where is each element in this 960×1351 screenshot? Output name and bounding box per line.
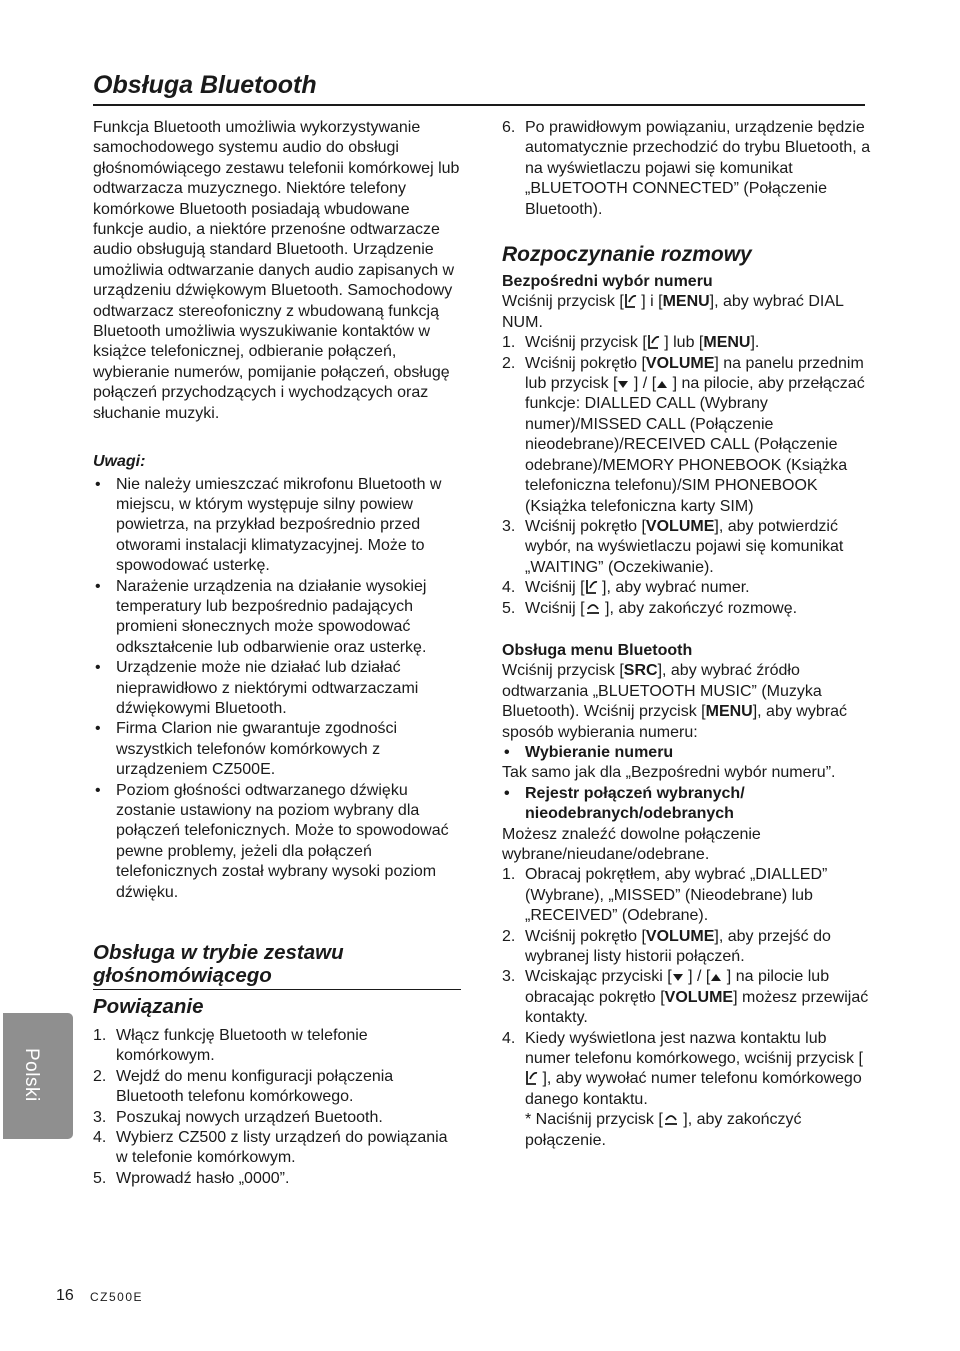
notes-heading: Uwagi: [93, 453, 146, 471]
call-step: 1. Wciśnij przycisk [ ] lub [MENU]. [502, 334, 760, 352]
pairing-heading: Powiązanie [93, 995, 204, 1019]
log-step: 2. Wciśnij pokrętło [VOLUME], aby przejść do wybranej listy historii połączeń. [502, 927, 831, 966]
handsfree-heading: Obsługa w trybie zestawu głośnomówiącego [93, 941, 461, 990]
step-text: Włącz funkcję Bluetooth w telefonie komórkowym. [116, 1027, 368, 1065]
dialing-bullet: • Wybieranie numeru [502, 743, 872, 763]
left-column [93, 118, 461, 1189]
triangle-down-icon [672, 968, 684, 985]
right-column [502, 118, 872, 1151]
menu-heading: Obsługa menu Bluetooth [502, 641, 693, 659]
note-item: • Firma Clarion nie gwarantuje zgodności wszystkich telefonów komórkowych z urządzeniem CZ500E. [93, 719, 461, 780]
phone-call-icon [647, 334, 660, 351]
end-call-note: * Naciśnij przycisk [ ], aby zakończyć połączenie. [525, 1111, 802, 1149]
triangle-down-icon [617, 375, 629, 392]
step-number: 3. [93, 1108, 107, 1126]
step-number: 2. [93, 1067, 107, 1085]
dialing-bullet-list [502, 743, 872, 763]
step-text: Poszukaj nowych urządzeń Buetooth. [116, 1108, 383, 1126]
language-label: Polski [21, 1048, 42, 1102]
log-bullet-list [502, 784, 872, 825]
step-number: 1. [93, 1027, 107, 1045]
note-item: • Narażenie urządzenia na działanie wysokiej temperatury lub bezpośrednio padających promieni słonecznych może spowodować odkształcenie lub odbarwienie oraz usterkę. [93, 577, 461, 659]
log-step: 4. Kiedy wyświetlona jest nazwa kontaktu lub numer telefonu komórkowego, wciśnij przycisk [ ], aby wywołać numer telefonu komórkowego danego kontaktu. [502, 1029, 863, 1108]
step-number: 6. [502, 119, 516, 136]
log-step: 3. Wciskając przyciski [ ] / [ ] na pilocie lub obracając pokrętło [VOLUME] możesz przewijać kontakty. [502, 968, 869, 1027]
call-step: 5. Wciśnij [ ], aby zakończyć rozmowę. [502, 599, 798, 617]
step-number: 5. [93, 1169, 107, 1187]
phone-end-icon [663, 1111, 679, 1128]
pairing-step [93, 1128, 461, 1169]
pairing-step [502, 118, 872, 220]
intro-paragraph: Funkcja Bluetooth umożliwia wykorzystywanie samochodowego systemu audio do obsługi głośnomówiącego zestawu telefonii komórkowej lub odtwarzacza muzycznego. Niektóre telefony komórkowe Bluetooth posiadają wbudowane funkcje audio, a niektóre przenośne odtwarzacze audio obsługują standard Bluetooth. Urządzenie umożliwia odtwarzanie danych audio zapisanych w urządzeniu dźwiękowym Bluetooth. Samochodowy odtwarzacz stereofoniczny z wbudowaną funkcją Bluetooth umożliwia wyszukiwanie kontaktów w książce telefonicznej, odbieranie połączeń, wybieranie numerów, pomijanie połączeń, obsługę połączeń przychodzących i wychodzących oraz słuchanie muzyki. [93, 119, 460, 422]
page-title: Obsługa Bluetooth [93, 70, 865, 106]
phone-call-icon [585, 579, 598, 596]
pairing-step [93, 1026, 461, 1067]
step-text: Wybierz CZ500 z listy urządzeń do powiązania w telefonie komórkowym. [116, 1129, 448, 1167]
dialing-text: Tak samo jak dla „Bezpośredni wybór numeru”. [502, 764, 836, 782]
step-text: Wprowadź hasło „0000”. [116, 1169, 290, 1187]
log-bullet: • Rejestr połączeń wybranych/ nieodebranych/odebranych [502, 784, 872, 825]
direct-dial-heading: Bezpośredni wybór numeru [502, 273, 713, 291]
note-item: • Urządzenie może nie działać lub działać nieprawidłowo z niektórymi odtwarzaczami dźwiękowymi Bluetooth. [93, 658, 461, 719]
phone-call-icon [624, 293, 637, 310]
step-text: Wejdź do menu konfiguracji połączenia Bluetooth telefonu komórkowego. [116, 1067, 394, 1106]
call-steps [502, 333, 872, 619]
pairing-step [93, 1108, 461, 1128]
pairing-steps-cont [502, 118, 872, 220]
step-text: Po prawidłowym powiązaniu, urządzenie będzie automatycznie przechodzić do trybu Bluetooth, a na wyświetlaczu pojawi się komunikat „BLUETOOTH CONNECTED” (Połączenie Bluetooth). [525, 119, 871, 218]
page-number: 16 [56, 1287, 74, 1304]
notes-list [93, 475, 461, 904]
triangle-up-icon [710, 968, 722, 985]
phone-call-icon [525, 1070, 538, 1087]
pairing-step [93, 1067, 461, 1108]
log-step: 1. Obracaj pokrętłem, aby wybrać „DIALLED” (Wybrane), „MISSED” (Nieodebrane) lub „RECEIVED” (Odebrane). [502, 866, 828, 925]
direct-dial-text: Wciśnij przycisk [ ] i [MENU], aby wybrać DIAL NUM. [502, 293, 844, 331]
menu-paragraph: Wciśnij przycisk [SRC], aby wybrać źródło odtwarzania „BLUETOOTH MUSIC” (Muzyka Bluetooth). Wciśnij przycisk [MENU], aby wybrać sposób wybierania numeru: [502, 662, 847, 741]
note-item: • Nie należy umieszczać mikrofonu Bluetooth w miejscu, w którym występuje silny powiew powietrza, na przykład bezpośrednio przed otworami instalacji klimatyzacyjnej. Może to spowodować usterkę. [93, 475, 461, 577]
call-step: 4. Wciśnij [ ], aby wybrać numer. [502, 579, 750, 597]
triangle-up-icon [656, 375, 668, 392]
log-text: Możesz znaleźć dowolne połączenie wybrane/nieudane/odebrane. [502, 825, 761, 863]
log-steps [502, 865, 872, 1110]
note-item: • Poziom głośności odtwarzanego dźwięku zostanie ustawiony na poziom wybrany dla połączeń telefonicznych. Może to spowodować pewne problemy, jeżeli dla połączeń telefonicznych został wybrany wysoki poziom dźwięku. [93, 781, 461, 903]
model-label: CZ500E [90, 1290, 144, 1304]
step-number: 4. [93, 1129, 107, 1147]
pairing-step [93, 1169, 461, 1189]
call-step: 2. Wciśnij pokrętło [VOLUME] na panelu przednim lub przycisk [ ] / [ ] na pilocie, aby przełączać funkcje: DIALLED CALL (Wybrany numer)/MISSED CALL (Połączenie nieodebrane)/RECEIVED CALL (Połączenie odebrane)/MEMORY PHONEBOOK (Książka telefoniczna telefonu)/SIM PHONEBOOK (Książka telefoniczna karty SIM) [502, 354, 865, 515]
call-step: 3. Wciśnij pokrętło [VOLUME], aby potwierdzić wybór, na wyświetlaczu pojawi się komunikat „WAITING” (Oczekiwanie). [502, 517, 844, 576]
call-heading: Rozpoczynanie rozmowy [502, 243, 752, 267]
phone-end-icon [585, 600, 601, 617]
pairing-steps [93, 1026, 461, 1189]
